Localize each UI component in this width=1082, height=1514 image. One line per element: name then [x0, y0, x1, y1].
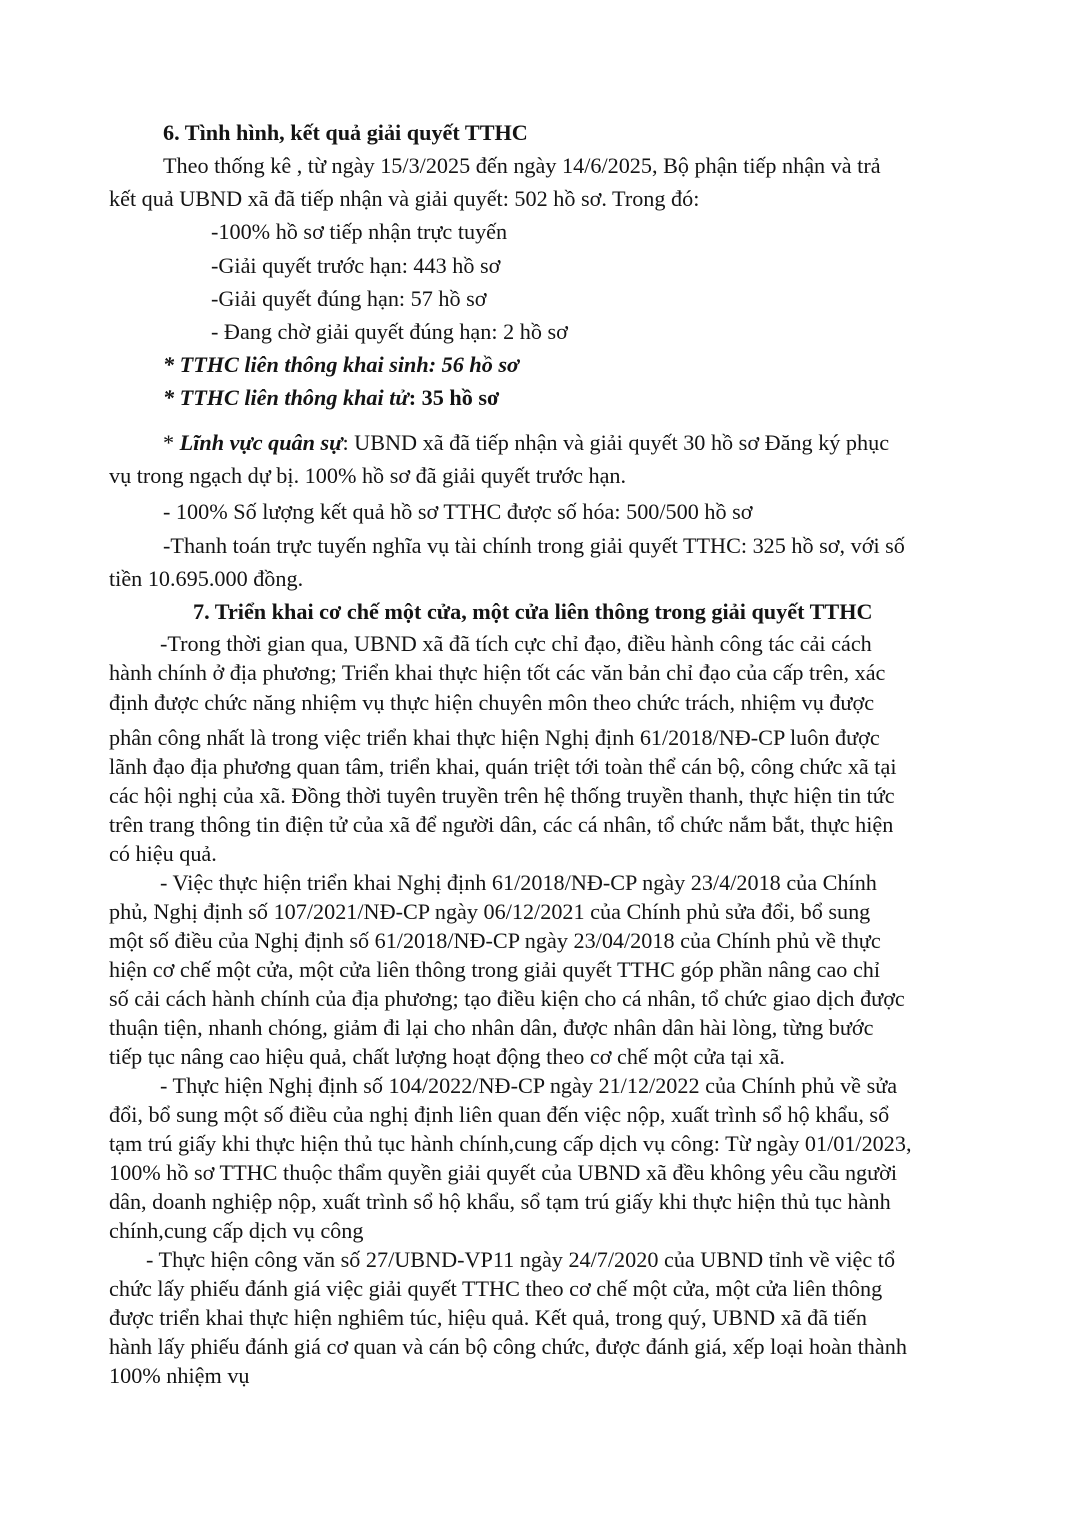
- stat-item-online: -100% hồ sơ tiếp nhận trực tuyến: [211, 219, 508, 244]
- birth-registration-stat: * TTHC liên thông khai sinh: 56 hồ sơ: [163, 352, 519, 377]
- stat-item-ontime: -Giải quyết đúng hạn: 57 hồ sơ: [211, 286, 487, 311]
- paragraph-4-line: 100% nhiệm vụ: [109, 1363, 250, 1388]
- paragraph-2-line: hiện cơ chế một cửa, một cửa liên thông trong giải quyết TTHC góp phần nâng cao chỉ: [109, 957, 881, 982]
- paragraph-3-line: 100% hồ sơ TTHC thuộc thẩm quyền giải quyết của UBND xã đều không yêu cầu người: [109, 1160, 898, 1185]
- section-7-heading: 7. Triển khai cơ chế một cửa, một cửa liên thông trong giải quyết TTHC: [193, 599, 873, 624]
- paragraph-1-line: lãnh đạo địa phương quan tâm, triển khai, quán triệt tới toàn thể cán bộ, công chức xã tại: [109, 754, 897, 779]
- military-bullet: *: [163, 430, 180, 455]
- paragraph-4-line: - Thực hiện công văn số 27/UBND-VP11 ngày 24/7/2020 của UBND tỉnh về việc tổ: [146, 1247, 896, 1272]
- paragraph-2-line: một số điều của Nghị định số 61/2018/NĐ-CP ngày 23/04/2018 của Chính phủ về thực: [109, 928, 881, 953]
- section-6-intro-line-1: Theo thống kê , từ ngày 15/3/2025 đến ngày 14/6/2025, Bộ phận tiếp nhận và trả: [163, 153, 881, 178]
- death-registration-label: * TTHC liên thông khai tử: [163, 385, 409, 410]
- paragraph-1-line: phân công nhất là trong việc triển khai thực hiện Nghị định 61/2018/NĐ-CP luôn được: [109, 725, 880, 750]
- paragraph-4-line: chức lấy phiếu đánh giá việc giải quyết TTHC theo cơ chế một cửa, một cửa liên thông: [109, 1276, 883, 1301]
- paragraph-2-line: tiếp tục nâng cao hiệu quả, chất lượng hoạt động theo cơ chế một cửa tại xã.: [109, 1044, 785, 1069]
- online-payment-line-1: -Thanh toán trực tuyến nghĩa vụ tài chính trong giải quyết TTHC: 325 hồ sơ, với số: [163, 533, 905, 558]
- stat-item-early: -Giải quyết trước hạn: 443 hồ sơ: [211, 253, 501, 278]
- section-6-heading: 6. Tình hình, kết quả giải quyết TTHC: [163, 120, 528, 145]
- military-line-1: [163, 426, 889, 459]
- paragraph-4-line: được triển khai thực hiện nghiêm túc, hiệu quả. Kết quả, trong quý, UBND xã đã tiến: [109, 1305, 867, 1330]
- paragraph-1-line: định được chức năng nhiệm vụ thực hiện chuyên môn theo chức trách, nhiệm vụ được: [109, 690, 875, 715]
- section-6-intro-line-2: kết quả UBND xã đã tiếp nhận và giải quyết: 502 hồ sơ. Trong đó:: [109, 186, 700, 211]
- digitization-stat: - 100% Số lượng kết quả hồ sơ TTHC được số hóa: 500/500 hồ sơ: [163, 499, 753, 524]
- paragraph-2-line: thuận tiện, nhanh chóng, giảm đi lại cho nhân dân, được nhân dân hài lòng, từng bước: [109, 1015, 874, 1040]
- paragraph-1-line: trên trang thông tin điện tử của xã để người dân, các cá nhân, tổ chức nắm bắt, thực hiện: [109, 812, 894, 837]
- paragraph-3-line: dân, doanh nghiệp nộp, xuất trình sổ hộ khẩu, sổ tạm trú giấy khi thực hiện thủ tục hành: [109, 1189, 891, 1214]
- paragraph-2-line: số cải cách hành chính của địa phương; tạo điều kiện cho cá nhân, tổ chức giao dịch được: [109, 986, 905, 1011]
- military-label: Lĩnh vực quân sự: [179, 430, 343, 455]
- military-text: : UBND xã đã tiếp nhận và giải quyết 30 hồ sơ Đăng ký phục: [342, 430, 890, 455]
- online-payment-line-2: tiền 10.695.000 đồng.: [109, 566, 304, 591]
- paragraph-1-line: -Trong thời gian qua, UBND xã đã tích cực chỉ đạo, điều hành công tác cải cách: [160, 631, 872, 656]
- paragraph-3-line: chính,cung cấp dịch vụ công: [109, 1218, 364, 1243]
- paragraph-3-line: tạm trú giấy khi thực hiện thủ tục hành chính,cung cấp dịch vụ công: Từ ngày 01/01/2023,: [109, 1131, 912, 1156]
- paragraph-2-line: - Việc thực hiện triển khai Nghị định 61/2018/NĐ-CP ngày 23/4/2018 của Chính: [160, 870, 877, 895]
- paragraph-1-line: hành chính ở địa phương; Triển khai thực hiện tốt các văn bản chỉ đạo của cấp trên, xác: [109, 660, 886, 685]
- paragraph-1-line: có hiệu quả.: [109, 841, 217, 866]
- death-registration-stat: [163, 381, 499, 414]
- paragraph-3-line: đổi, bổ sung một số điều của nghị định liên quan đến việc nộp, xuất trình sổ hộ khẩu, sổ: [109, 1102, 890, 1127]
- paragraph-1-line: các hội nghị của xã. Đồng thời tuyên truyền trên hệ thống truyền thanh, thực hiện tin tức: [109, 783, 895, 808]
- paragraph-2-line: phủ, Nghị định số 107/2021/NĐ-CP ngày 06/12/2021 của Chính phủ sửa đổi, bổ sung: [109, 899, 871, 924]
- paragraph-3-line: - Thực hiện Nghị định số 104/2022/NĐ-CP ngày 21/12/2022 của Chính phủ về sửa: [160, 1073, 898, 1098]
- stat-item-pending: - Đang chờ giải quyết đúng hạn: 2 hồ sơ: [211, 319, 568, 344]
- military-line-2: vụ trong ngạch dự bị. 100% hồ sơ đã giải quyết trước hạn.: [109, 463, 627, 488]
- death-registration-value: : 35 hồ sơ: [408, 385, 500, 410]
- paragraph-4-line: hành lấy phiếu đánh giá cơ quan và cán bộ công chức, được đánh giá, xếp loại hoàn thành: [109, 1334, 907, 1359]
